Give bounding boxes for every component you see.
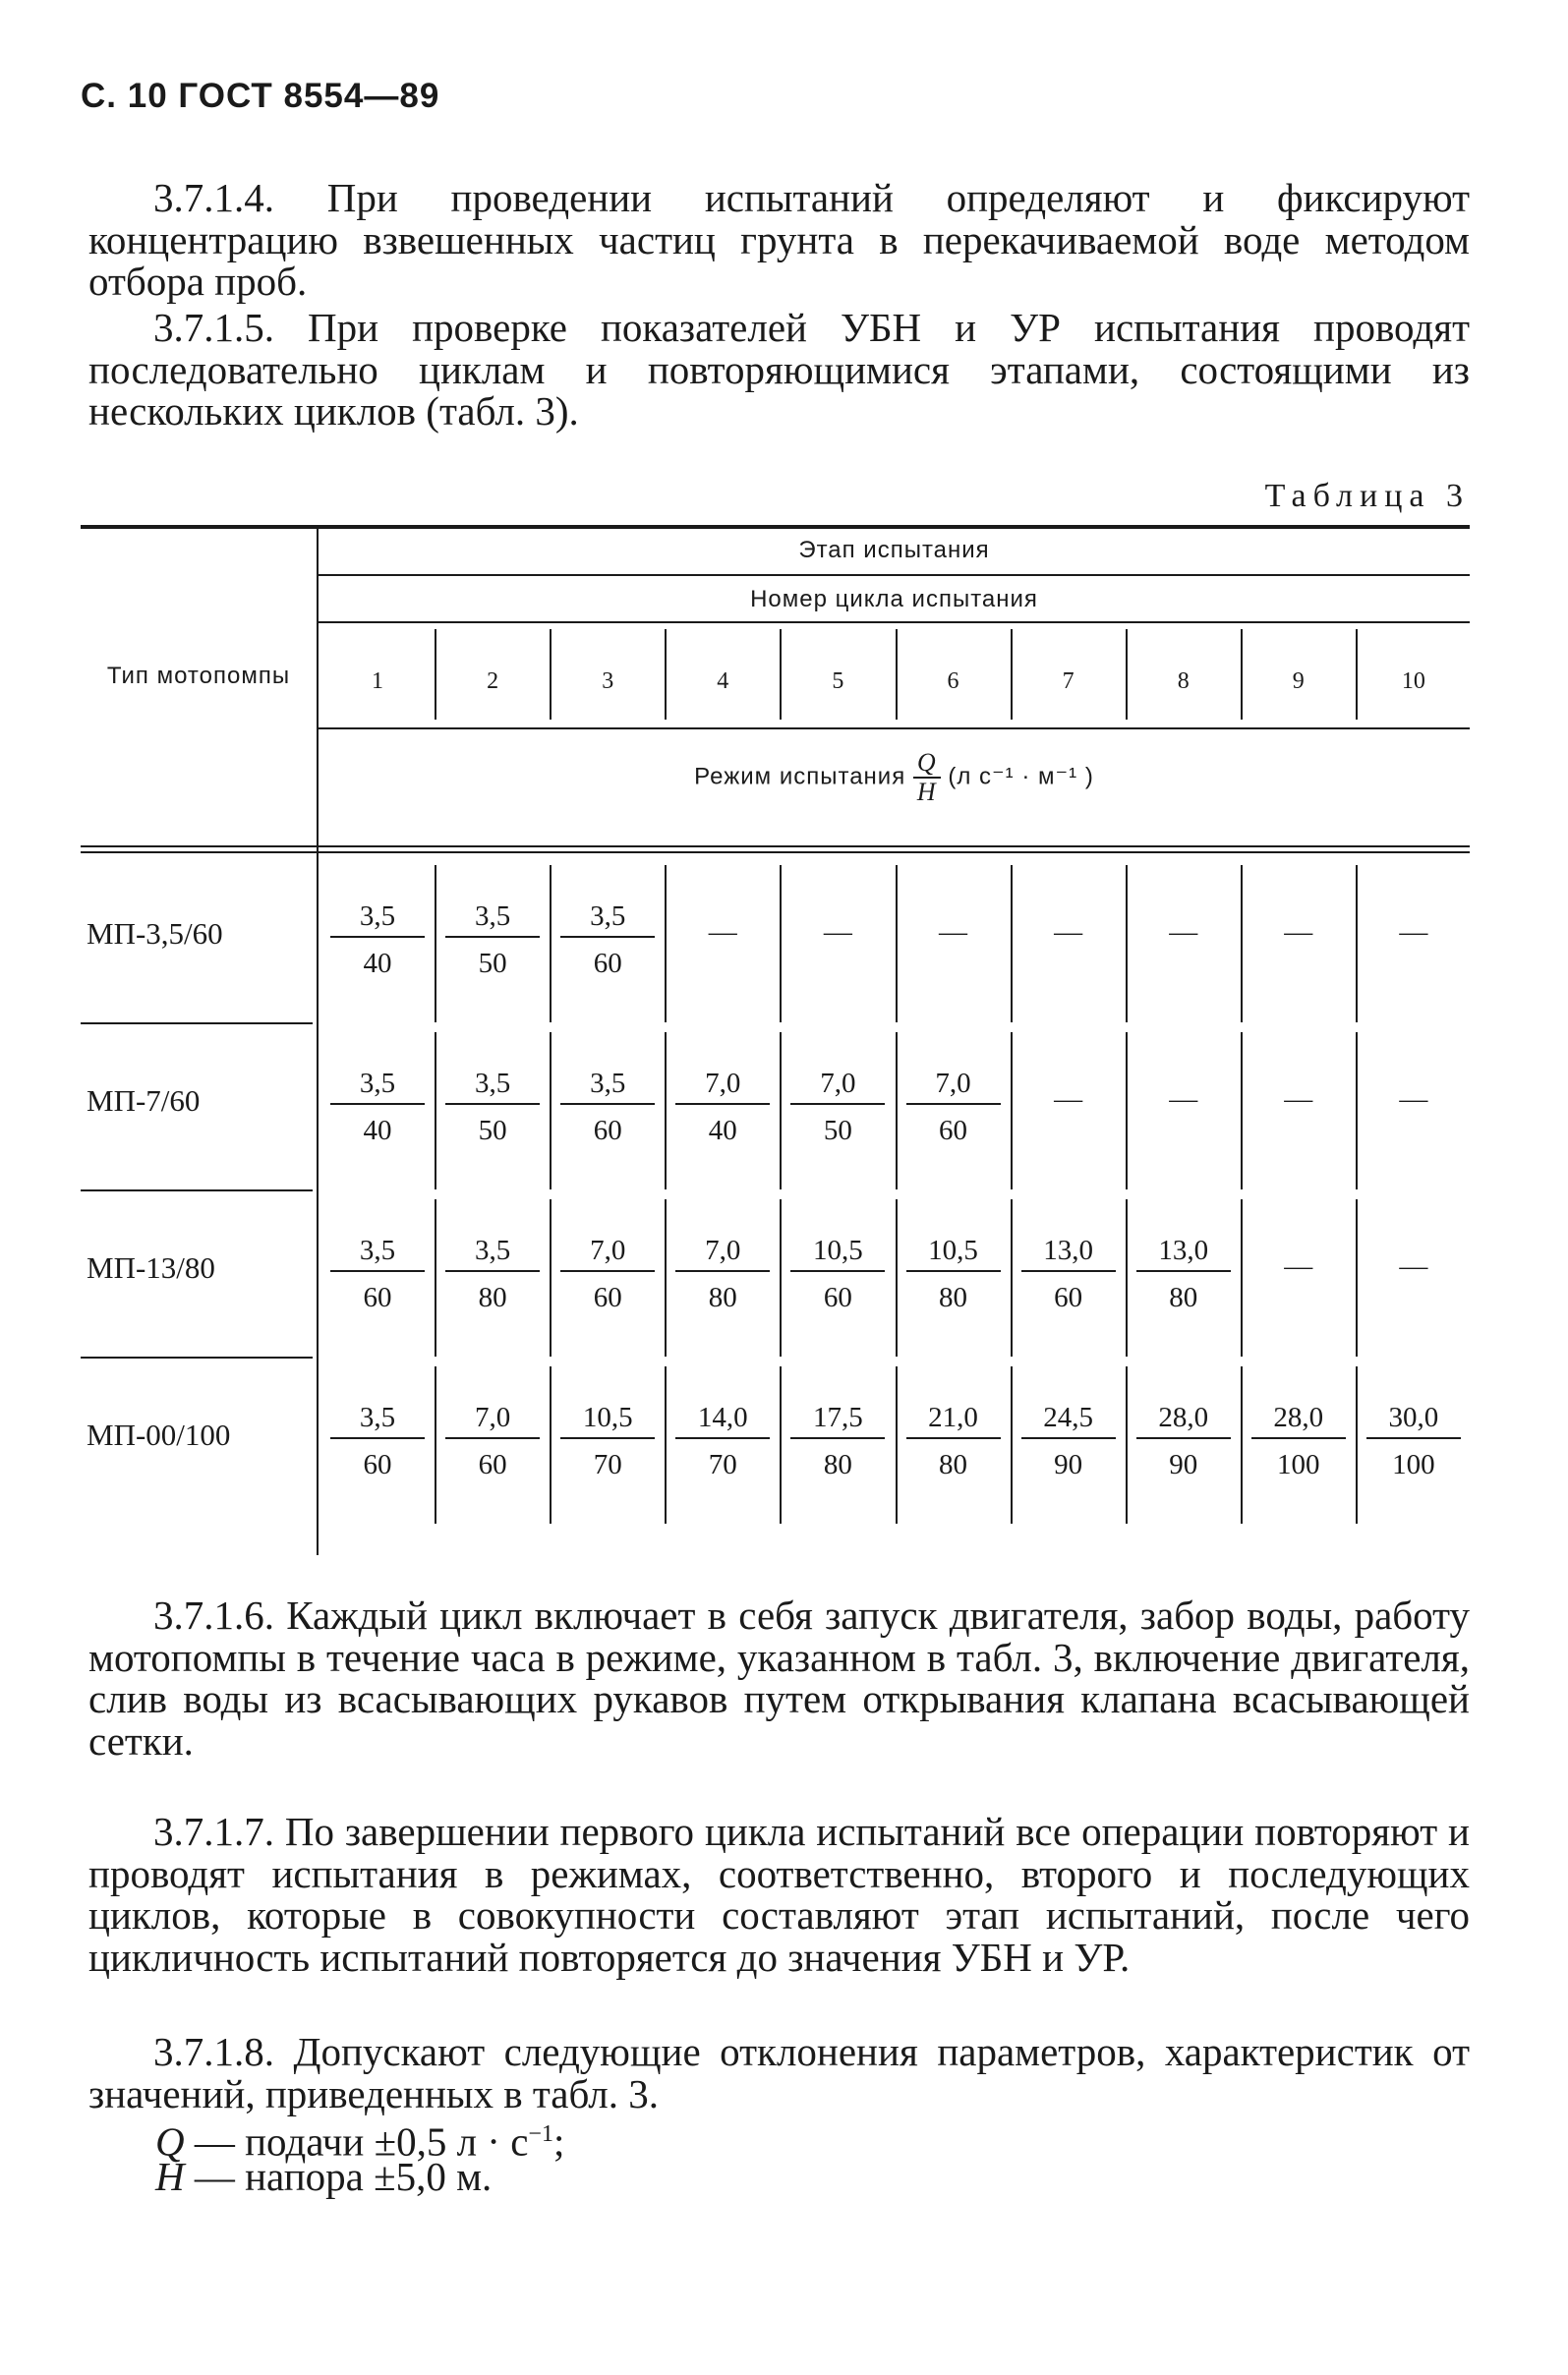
mode-cell: [897, 1398, 1011, 1486]
mode-cell: [436, 1231, 550, 1319]
pump-type-label: МП-3,5/60: [87, 916, 223, 951]
cycle-number-2: 2: [487, 668, 499, 694]
q-symbol: Q: [155, 2118, 185, 2165]
mode-cell: [781, 1064, 895, 1152]
empty-cell-dash: —: [1054, 1083, 1083, 1115]
head-value: 100: [1277, 1449, 1320, 1480]
empty-cell-dash: —: [1054, 916, 1083, 948]
mode-cell: [897, 1064, 1011, 1152]
mode-numerator: Q: [913, 749, 941, 779]
mode-cell: [320, 897, 435, 985]
mode-cell: [551, 1231, 665, 1319]
flow-value: 21,0: [906, 1398, 1001, 1439]
stage-header: Этап испытания: [798, 537, 990, 563]
mode-cell: [1012, 1231, 1126, 1319]
flow-value: 7,0: [675, 1064, 770, 1105]
pump-type-label: МП-00/100: [87, 1418, 231, 1452]
cycle-number-10: 10: [1401, 668, 1425, 694]
head-value: 40: [708, 1115, 737, 1146]
mode-cell: [1012, 1398, 1126, 1486]
q-exponent: −1: [528, 2121, 553, 2147]
head-value: 90: [1054, 1449, 1083, 1480]
flow-value: 3,5: [330, 1231, 425, 1272]
mode-cell: [781, 1398, 895, 1486]
head-value: 80: [939, 1282, 967, 1313]
paragraph-3-7-1-5: 3.7.1.5. При проверке показателей УБН и УР испытания проводят последовательно циклам и повторяющимися этапами, состоящими из нескольких циклов (табл. 3).: [88, 305, 1470, 434]
h-text: — напора ±5,0 м.: [184, 2154, 493, 2199]
empty-cell-dash: —: [1169, 916, 1198, 948]
mode-cell: [666, 1398, 780, 1486]
mode-cell: [551, 1398, 665, 1486]
mode-cell: [320, 1398, 435, 1486]
head-value: 90: [1169, 1449, 1198, 1480]
mode-units: (л с⁻¹ · м⁻¹ ): [948, 763, 1094, 790]
cycle-header: Номер цикла испытания: [750, 586, 1038, 612]
head-value: 80: [823, 1449, 852, 1480]
type-header: Тип мотопомпы: [106, 663, 291, 689]
flow-value: 7,0: [906, 1064, 1001, 1105]
flow-value: 7,0: [560, 1231, 655, 1272]
head-value: 60: [478, 1449, 507, 1480]
flow-value: 3,5: [445, 1064, 540, 1105]
mode-cell: [436, 897, 550, 985]
head-value: 80: [478, 1282, 507, 1313]
mode-cell: [666, 1064, 780, 1152]
flow-value: 3,5: [330, 1398, 425, 1439]
head-value: 60: [939, 1115, 967, 1146]
head-value: 40: [363, 1115, 392, 1146]
head-value: 100: [1392, 1449, 1435, 1480]
head-value: 60: [363, 1449, 392, 1480]
flow-value: 28,0: [1251, 1398, 1346, 1439]
head-value: 80: [708, 1282, 737, 1313]
mode-cell: [320, 1231, 435, 1319]
h-symbol: H: [155, 2154, 185, 2199]
empty-cell-dash: —: [1399, 1250, 1428, 1282]
mode-cell: [1127, 1398, 1241, 1486]
flow-value: 3,5: [330, 1064, 425, 1105]
head-value: 60: [593, 1115, 622, 1146]
flow-value: 17,5: [790, 1398, 885, 1439]
mode-cell: [551, 1064, 665, 1152]
empty-cell-dash: —: [1284, 916, 1313, 948]
flow-value: 3,5: [560, 1064, 655, 1105]
flow-value: 24,5: [1021, 1398, 1116, 1439]
mode-denominator: H: [916, 778, 937, 806]
cycle-number-8: 8: [1177, 668, 1190, 694]
empty-cell-dash: —: [1399, 916, 1428, 948]
flow-value: 7,0: [790, 1064, 885, 1105]
pump-type-label: МП-13/80: [87, 1250, 215, 1285]
cycle-number-9: 9: [1292, 668, 1305, 694]
flow-value: 14,0: [675, 1398, 770, 1439]
cycle-number-1: 1: [372, 668, 383, 694]
empty-cell-dash: —: [1169, 1083, 1198, 1115]
cycle-number-3: 3: [602, 668, 614, 694]
mode-header: [319, 749, 1470, 806]
mode-label: Режим испытания: [694, 763, 906, 790]
q-text: — подачи ±0,5 л · с: [184, 2118, 529, 2165]
mode-cell: [666, 1231, 780, 1319]
flow-value: 30,0: [1366, 1398, 1461, 1439]
flow-value: 7,0: [445, 1398, 540, 1439]
mode-cell: [551, 897, 665, 985]
head-value: 60: [1054, 1282, 1083, 1313]
paragraph-3-7-1-4: 3.7.1.4. При проведении испытаний определяют и фиксируют концентрацию взвешенных частиц грунта в перекачиваемой воде методом отбора проб.: [88, 175, 1470, 304]
test-cycles-table: [81, 525, 1470, 1555]
flow-value: 13,0: [1136, 1231, 1231, 1272]
flow-value: 10,5: [560, 1398, 655, 1439]
page-header: С. 10 ГОСТ 8554—89: [81, 77, 440, 115]
table-caption: Таблица 3: [1264, 478, 1470, 514]
head-value: 60: [363, 1282, 392, 1313]
head-value: 50: [478, 1115, 507, 1146]
empty-cell-dash: —: [1284, 1250, 1313, 1282]
q-end: ;: [552, 2118, 565, 2165]
empty-cell-dash: —: [939, 916, 967, 948]
head-value: 60: [593, 1282, 622, 1313]
paragraph-3-7-1-6: 3.7.1.6. Каждый цикл включает в себя запуск двигателя, забор воды, работу мотопомпы в течение часа в режиме, указанном в табл. 3, включение двигателя, слив воды из всасывающих рукавов путем открывания клапана всасывающей сетки.: [88, 1593, 1470, 1764]
cycle-number-4: 4: [717, 668, 729, 694]
flow-value: 10,5: [790, 1231, 885, 1272]
empty-cell-dash: —: [708, 916, 737, 948]
flow-value: 3,5: [445, 897, 540, 938]
head-value: 50: [823, 1115, 852, 1146]
mode-cell: [1127, 1231, 1241, 1319]
paragraph-3-7-1-7: 3.7.1.7. По завершении первого цикла испытаний все операции повторяют и проводят испытания в режимах, соответственно, второго и последующих циклов, которые в совокупности составляют этап испытаний, после чего цикличность испытаний повторяется до значения УБН и УР.: [88, 1809, 1470, 1980]
flow-value: 7,0: [675, 1231, 770, 1272]
mode-cell: [897, 1231, 1011, 1319]
flow-value: 3,5: [560, 897, 655, 938]
mode-cell: [1242, 1398, 1356, 1486]
mode-cell: [436, 1064, 550, 1152]
head-value: 80: [1169, 1282, 1198, 1313]
mode-cell: [781, 1231, 895, 1319]
tolerance-h: [155, 2156, 492, 2197]
flow-value: 13,0: [1021, 1231, 1116, 1272]
head-value: 40: [363, 948, 392, 979]
cycle-number-5: 5: [832, 668, 844, 694]
mode-cell: [1357, 1398, 1471, 1486]
empty-cell-dash: —: [1284, 1083, 1313, 1115]
mode-cell: [436, 1398, 550, 1486]
empty-cell-dash: —: [823, 916, 852, 948]
pump-type-label: МП-7/60: [87, 1083, 201, 1118]
mode-cell: [320, 1064, 435, 1152]
head-value: 70: [593, 1449, 622, 1480]
flow-value: 3,5: [330, 897, 425, 938]
empty-cell-dash: —: [1399, 1083, 1428, 1115]
head-value: 60: [823, 1282, 852, 1313]
paragraph-3-7-1-8: 3.7.1.8. Допускают следующие отклонения параметров, характеристик от значений, приведенных в табл. 3.: [88, 2029, 1470, 2116]
cycle-number-6: 6: [947, 668, 959, 694]
mode-fraction: [913, 749, 941, 806]
head-value: 80: [939, 1449, 967, 1480]
head-value: 60: [593, 948, 622, 979]
head-value: 70: [708, 1449, 737, 1480]
flow-value: 10,5: [906, 1231, 1001, 1272]
flow-value: 3,5: [445, 1231, 540, 1272]
flow-value: 28,0: [1136, 1398, 1231, 1439]
cycle-number-7: 7: [1062, 668, 1074, 694]
head-value: 50: [478, 948, 507, 979]
